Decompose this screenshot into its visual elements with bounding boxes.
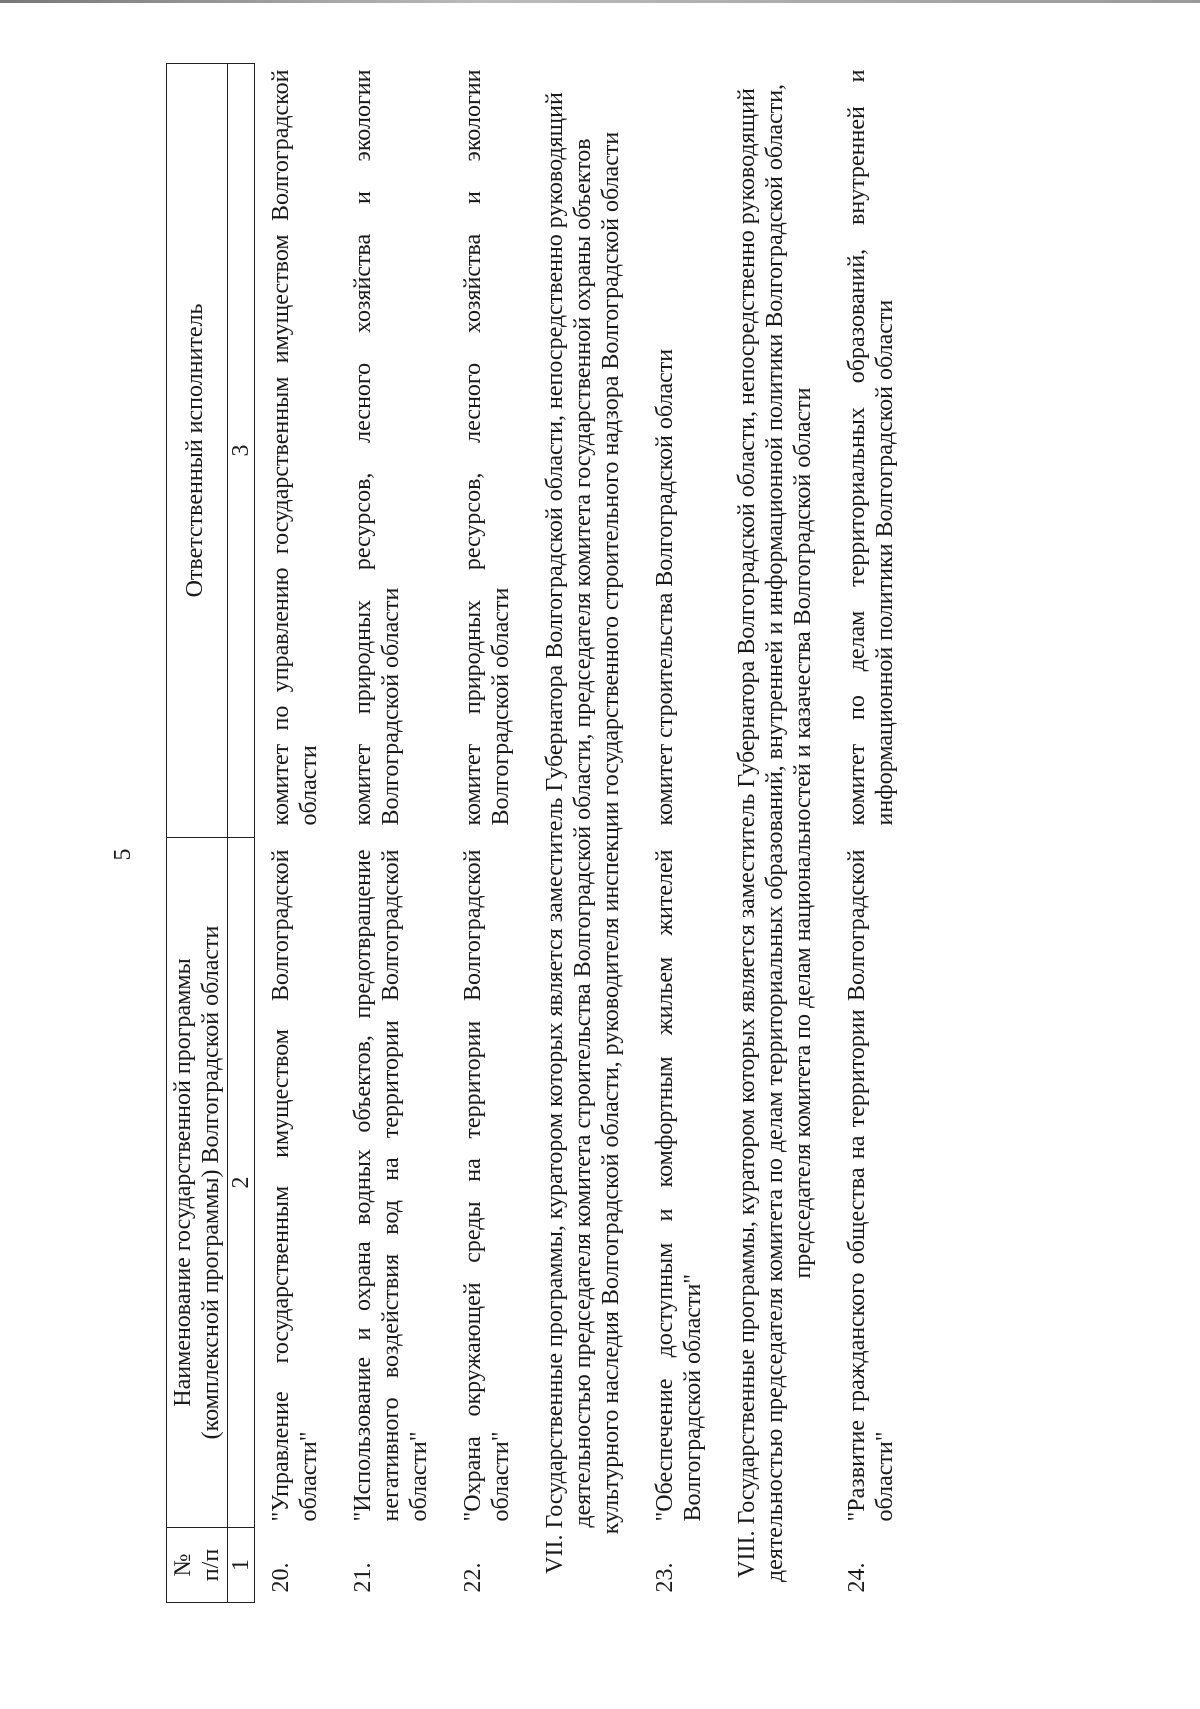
- header-executor: Ответственный исполнитель: [167, 64, 228, 838]
- column-number-3: 3: [228, 64, 255, 838]
- header-program-name: Наименование государственной программы (комплексной программы) Волгоградской области: [167, 838, 228, 1528]
- column-number-1: 1: [228, 1528, 255, 1603]
- responsible-executor: комитет природных ресурсов, лесного хозяйства и экологии Волгоградской области: [460, 69, 514, 826]
- programs-table: [166, 63, 913, 1603]
- program-name: "Развитие гражданского общества на территории Волгоградской области": [844, 849, 898, 1522]
- program-name: "Управление государственным имуществом Волгоградской области": [268, 849, 322, 1522]
- section-heading-row: [721, 64, 831, 1603]
- table-row: [831, 64, 913, 1603]
- table-row: [639, 64, 721, 1603]
- responsible-executor: комитет по управлению государственным имуществом Волгоградской области: [268, 69, 322, 826]
- column-numbers-row: [228, 64, 255, 1603]
- section-heading-7: VII. Государственные программы, куратором которых является заместитель Губернатора Волгоградской области, непосредственно руководящий деятельностью председателя комитета строительства Волгоградской области, председателя комитета государственной охраны объектов культурного наследия Волгоградской области, руководителя инспекции государственного строительного надзора Волгоградской области: [542, 92, 624, 1574]
- row-number: 20.: [268, 1562, 294, 1593]
- responsible-executor: комитет природных ресурсов, лесного хозяйства и экологии Волгоградской области: [350, 69, 404, 826]
- page-number: 5: [110, 848, 136, 861]
- row-number: 24.: [844, 1562, 870, 1593]
- column-number-2: 2: [228, 838, 255, 1528]
- section-heading-row: [529, 64, 639, 1603]
- row-number: 23.: [652, 1562, 678, 1593]
- program-name: "Охрана окружающей среды на территории Волгоградской области": [460, 849, 514, 1522]
- table-header-row: [167, 64, 228, 1603]
- table-row: [255, 64, 338, 1603]
- program-name: "Обеспечение доступным и комфортным жильем жителей Волгоградской области": [652, 849, 706, 1522]
- row-number: 22.: [460, 1562, 486, 1593]
- responsible-executor: комитет строительства Волгоградской области: [652, 348, 678, 826]
- responsible-executor: комитет по делам территориальных образований, внутренней и информационной политики Волгоградской области: [844, 69, 898, 826]
- row-number: 21.: [350, 1562, 376, 1593]
- table-row: [337, 64, 447, 1603]
- section-heading-8: VIII. Государственные программы, куратором которых является заместитель Губернатора Волгоградской области, непосредственно руководящий деятельностью председателя комитета по делам территориальных образований, внутренней и информационной политики Волгоградской области, председателя комитета по делам национальностей и казачества Волгоградской области: [734, 83, 816, 1583]
- program-name: "Использование и охрана водных объектов, предотвращение негативного воздействия вод на территории Волгоградской области": [350, 849, 432, 1522]
- table-row: [447, 64, 529, 1603]
- header-number: № п/п: [167, 1528, 228, 1603]
